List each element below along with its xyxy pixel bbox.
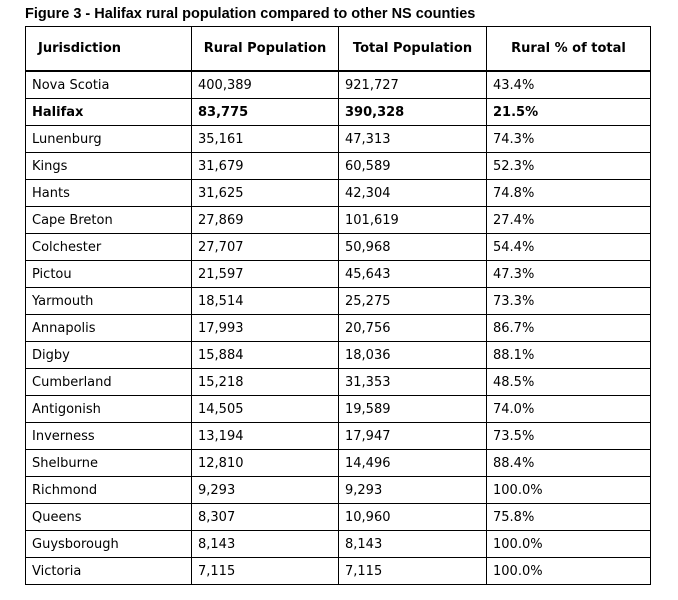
rural-percent-cell: 73.5% [487,423,651,450]
total-population-cell: 10,960 [339,504,487,531]
table-row [26,207,651,234]
rural-percent-cell: 100.0% [487,531,651,558]
total-population-cell: 42,304 [339,180,487,207]
rural-percent-cell: 74.3% [487,126,651,153]
figure-caption: Figure 3 - Halifax rural population compared to other NS counties [25,6,476,22]
table-row [26,288,651,315]
jurisdiction-cell: Inverness [26,423,192,450]
jurisdiction-cell: Halifax [26,99,192,126]
rural-population-cell: 17,993 [192,315,339,342]
total-population-cell: 20,756 [339,315,487,342]
table-row [26,71,651,99]
table-row [26,531,651,558]
jurisdiction-cell: Colchester [26,234,192,261]
column-header-rural-percent: Rural % of total [487,27,651,72]
rural-population-cell: 8,143 [192,531,339,558]
jurisdiction-cell: Queens [26,504,192,531]
rural-population-cell: 7,115 [192,558,339,585]
rural-population-cell: 27,707 [192,234,339,261]
rural-percent-cell: 43.4% [487,71,651,99]
table-row [26,369,651,396]
table-row [26,99,651,126]
rural-percent-cell: 47.3% [487,261,651,288]
rural-percent-cell: 88.4% [487,450,651,477]
jurisdiction-cell: Nova Scotia [26,71,192,99]
rural-percent-cell: 27.4% [487,207,651,234]
rural-population-cell: 31,679 [192,153,339,180]
table-row [26,558,651,585]
rural-percent-cell: 75.8% [487,504,651,531]
total-population-cell: 50,968 [339,234,487,261]
total-population-cell: 18,036 [339,342,487,369]
rural-population-cell: 27,869 [192,207,339,234]
total-population-cell: 7,115 [339,558,487,585]
rural-population-cell: 12,810 [192,450,339,477]
table-row [26,153,651,180]
table-row [26,423,651,450]
column-header-jurisdiction: Jurisdiction [26,27,192,72]
jurisdiction-cell: Lunenburg [26,126,192,153]
header-row [26,27,651,72]
table-header [26,27,651,72]
rural-population-cell: 31,625 [192,180,339,207]
column-header-total-population: Total Population [339,27,487,72]
total-population-cell: 31,353 [339,369,487,396]
table-row [26,315,651,342]
rural-population-cell: 15,218 [192,369,339,396]
table-row [26,477,651,504]
jurisdiction-cell: Guysborough [26,531,192,558]
rural-population-cell: 15,884 [192,342,339,369]
rural-population-cell: 9,293 [192,477,339,504]
rural-population-cell: 21,597 [192,261,339,288]
jurisdiction-cell: Annapolis [26,315,192,342]
rural-percent-cell: 48.5% [487,369,651,396]
total-population-cell: 60,589 [339,153,487,180]
total-population-cell: 8,143 [339,531,487,558]
table-row [26,126,651,153]
total-population-cell: 45,643 [339,261,487,288]
jurisdiction-cell: Pictou [26,261,192,288]
total-population-cell: 101,619 [339,207,487,234]
rural-population-cell: 83,775 [192,99,339,126]
table-row [26,450,651,477]
total-population-cell: 921,727 [339,71,487,99]
total-population-cell: 25,275 [339,288,487,315]
rural-percent-cell: 54.4% [487,234,651,261]
table-row [26,504,651,531]
rural-percent-cell: 52.3% [487,153,651,180]
jurisdiction-cell: Digby [26,342,192,369]
table-row [26,396,651,423]
table-row [26,180,651,207]
rural-percent-cell: 88.1% [487,342,651,369]
population-table [25,26,651,585]
total-population-cell: 17,947 [339,423,487,450]
total-population-cell: 47,313 [339,126,487,153]
rural-percent-cell: 86.7% [487,315,651,342]
total-population-cell: 9,293 [339,477,487,504]
table-row [26,234,651,261]
total-population-cell: 19,589 [339,396,487,423]
jurisdiction-cell: Victoria [26,558,192,585]
rural-population-cell: 8,307 [192,504,339,531]
jurisdiction-cell: Hants [26,180,192,207]
table-row [26,261,651,288]
rural-population-cell: 14,505 [192,396,339,423]
rural-population-cell: 400,389 [192,71,339,99]
jurisdiction-cell: Antigonish [26,396,192,423]
rural-percent-cell: 100.0% [487,558,651,585]
rural-population-cell: 13,194 [192,423,339,450]
rural-population-cell: 35,161 [192,126,339,153]
table-body [26,71,651,585]
rural-percent-cell: 73.3% [487,288,651,315]
jurisdiction-cell: Cape Breton [26,207,192,234]
rural-percent-cell: 74.0% [487,396,651,423]
rural-percent-cell: 100.0% [487,477,651,504]
rural-percent-cell: 74.8% [487,180,651,207]
jurisdiction-cell: Shelburne [26,450,192,477]
jurisdiction-cell: Kings [26,153,192,180]
total-population-cell: 390,328 [339,99,487,126]
rural-population-cell: 18,514 [192,288,339,315]
rural-percent-cell: 21.5% [487,99,651,126]
jurisdiction-cell: Richmond [26,477,192,504]
column-header-rural-population: Rural Population [192,27,339,72]
jurisdiction-cell: Yarmouth [26,288,192,315]
table-row [26,342,651,369]
jurisdiction-cell: Cumberland [26,369,192,396]
total-population-cell: 14,496 [339,450,487,477]
